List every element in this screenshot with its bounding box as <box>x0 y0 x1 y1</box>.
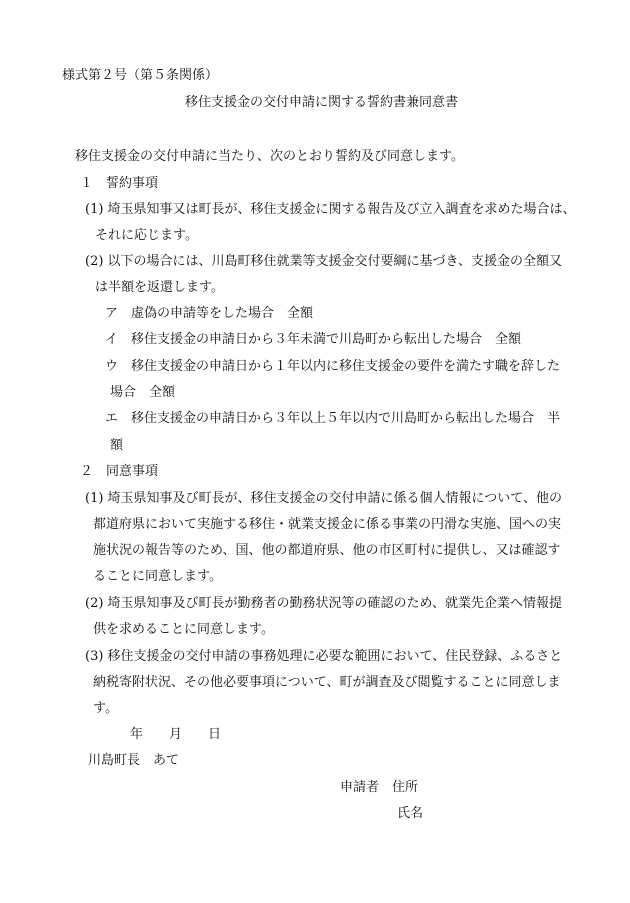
section2-item1-line1: (1) 埼玉県知事及び町長が、移住支援金の交付申請に係る個人情報について、他の <box>85 491 563 506</box>
section1-sub-e-line1: エ 移住支援金の申請日から３年以上５年以内で川島町から転出した場合 半 <box>105 411 561 426</box>
applicant-name-label: 氏名 <box>397 806 424 821</box>
document-title: 移住支援金の交付申請に関する誓約書兼同意書 <box>185 95 459 110</box>
section1-item2-line2: は半額を返還します。 <box>95 280 224 295</box>
section1-item1-line2: それに応じます。 <box>95 228 198 243</box>
section1-sub-u-line2: 場合 全額 <box>110 385 176 400</box>
section1-sub-e-line2: 額 <box>110 438 124 453</box>
intro-text: 移住支援金の交付申請に当たり、次のとおり誓約及び同意します。 <box>75 149 464 164</box>
section1-sub-u-line1: ウ 移住支援金の申請日から１年以内に移住支援金の要件を満たす職を辞した <box>105 359 561 374</box>
section1-sub-i: イ 移住支援金の申請日から３年未満で川島町から転出した場合 全額 <box>105 332 522 347</box>
section2-item2-line1: (2) 埼玉県知事及び町長が勤務者の勤務状況等の確認のため、就業先企業へ情報提 <box>85 596 563 611</box>
date-line: 年 月 日 <box>130 727 222 742</box>
section2-heading: ２ 同意事項 <box>80 464 159 479</box>
section1-heading: １ 誓約事項 <box>80 176 159 191</box>
section1-sub-a: ア 虚偽の申請等をした場合 全額 <box>105 306 314 321</box>
addressee: 川島町長 あて <box>88 753 180 768</box>
section2-item2-line2: 供を求めることに同意します。 <box>93 622 274 637</box>
section1-item2-line1: (2) 以下の場合には、川島町移住就業等支援金交付要綱に基づき、支援金の全額又 <box>85 254 563 269</box>
applicant-address-label: 申請者 住所 <box>340 780 419 795</box>
section2-item3-line1: (3) 移住支援金の交付申請の事務処理に必要な範囲において、住民登録、ふるさと <box>85 649 563 664</box>
form-number: 様式第２号（第５条関係） <box>62 68 219 83</box>
section2-item3-line2: 納税寄附状況、その他必要事項について、町が調査及び閲覧することに同意しま <box>93 675 561 690</box>
section1-item1-line1: (1) 埼玉県知事又は町長が、移住支援金に関する報告及び立入調査を求めた場合は、 <box>85 202 576 217</box>
section2-item1-line4: ることに同意します。 <box>93 569 222 584</box>
section2-item1-line3: 施状況の報告等のため、国、他の都道府県、他の市区町村に提供し、又は確認す <box>93 543 561 558</box>
section2-item1-line2: 都道府県において実施する移住・就業支援金に係る事業の円滑な実施、国への実 <box>93 517 562 532</box>
section2-item3-line3: す。 <box>93 701 118 716</box>
